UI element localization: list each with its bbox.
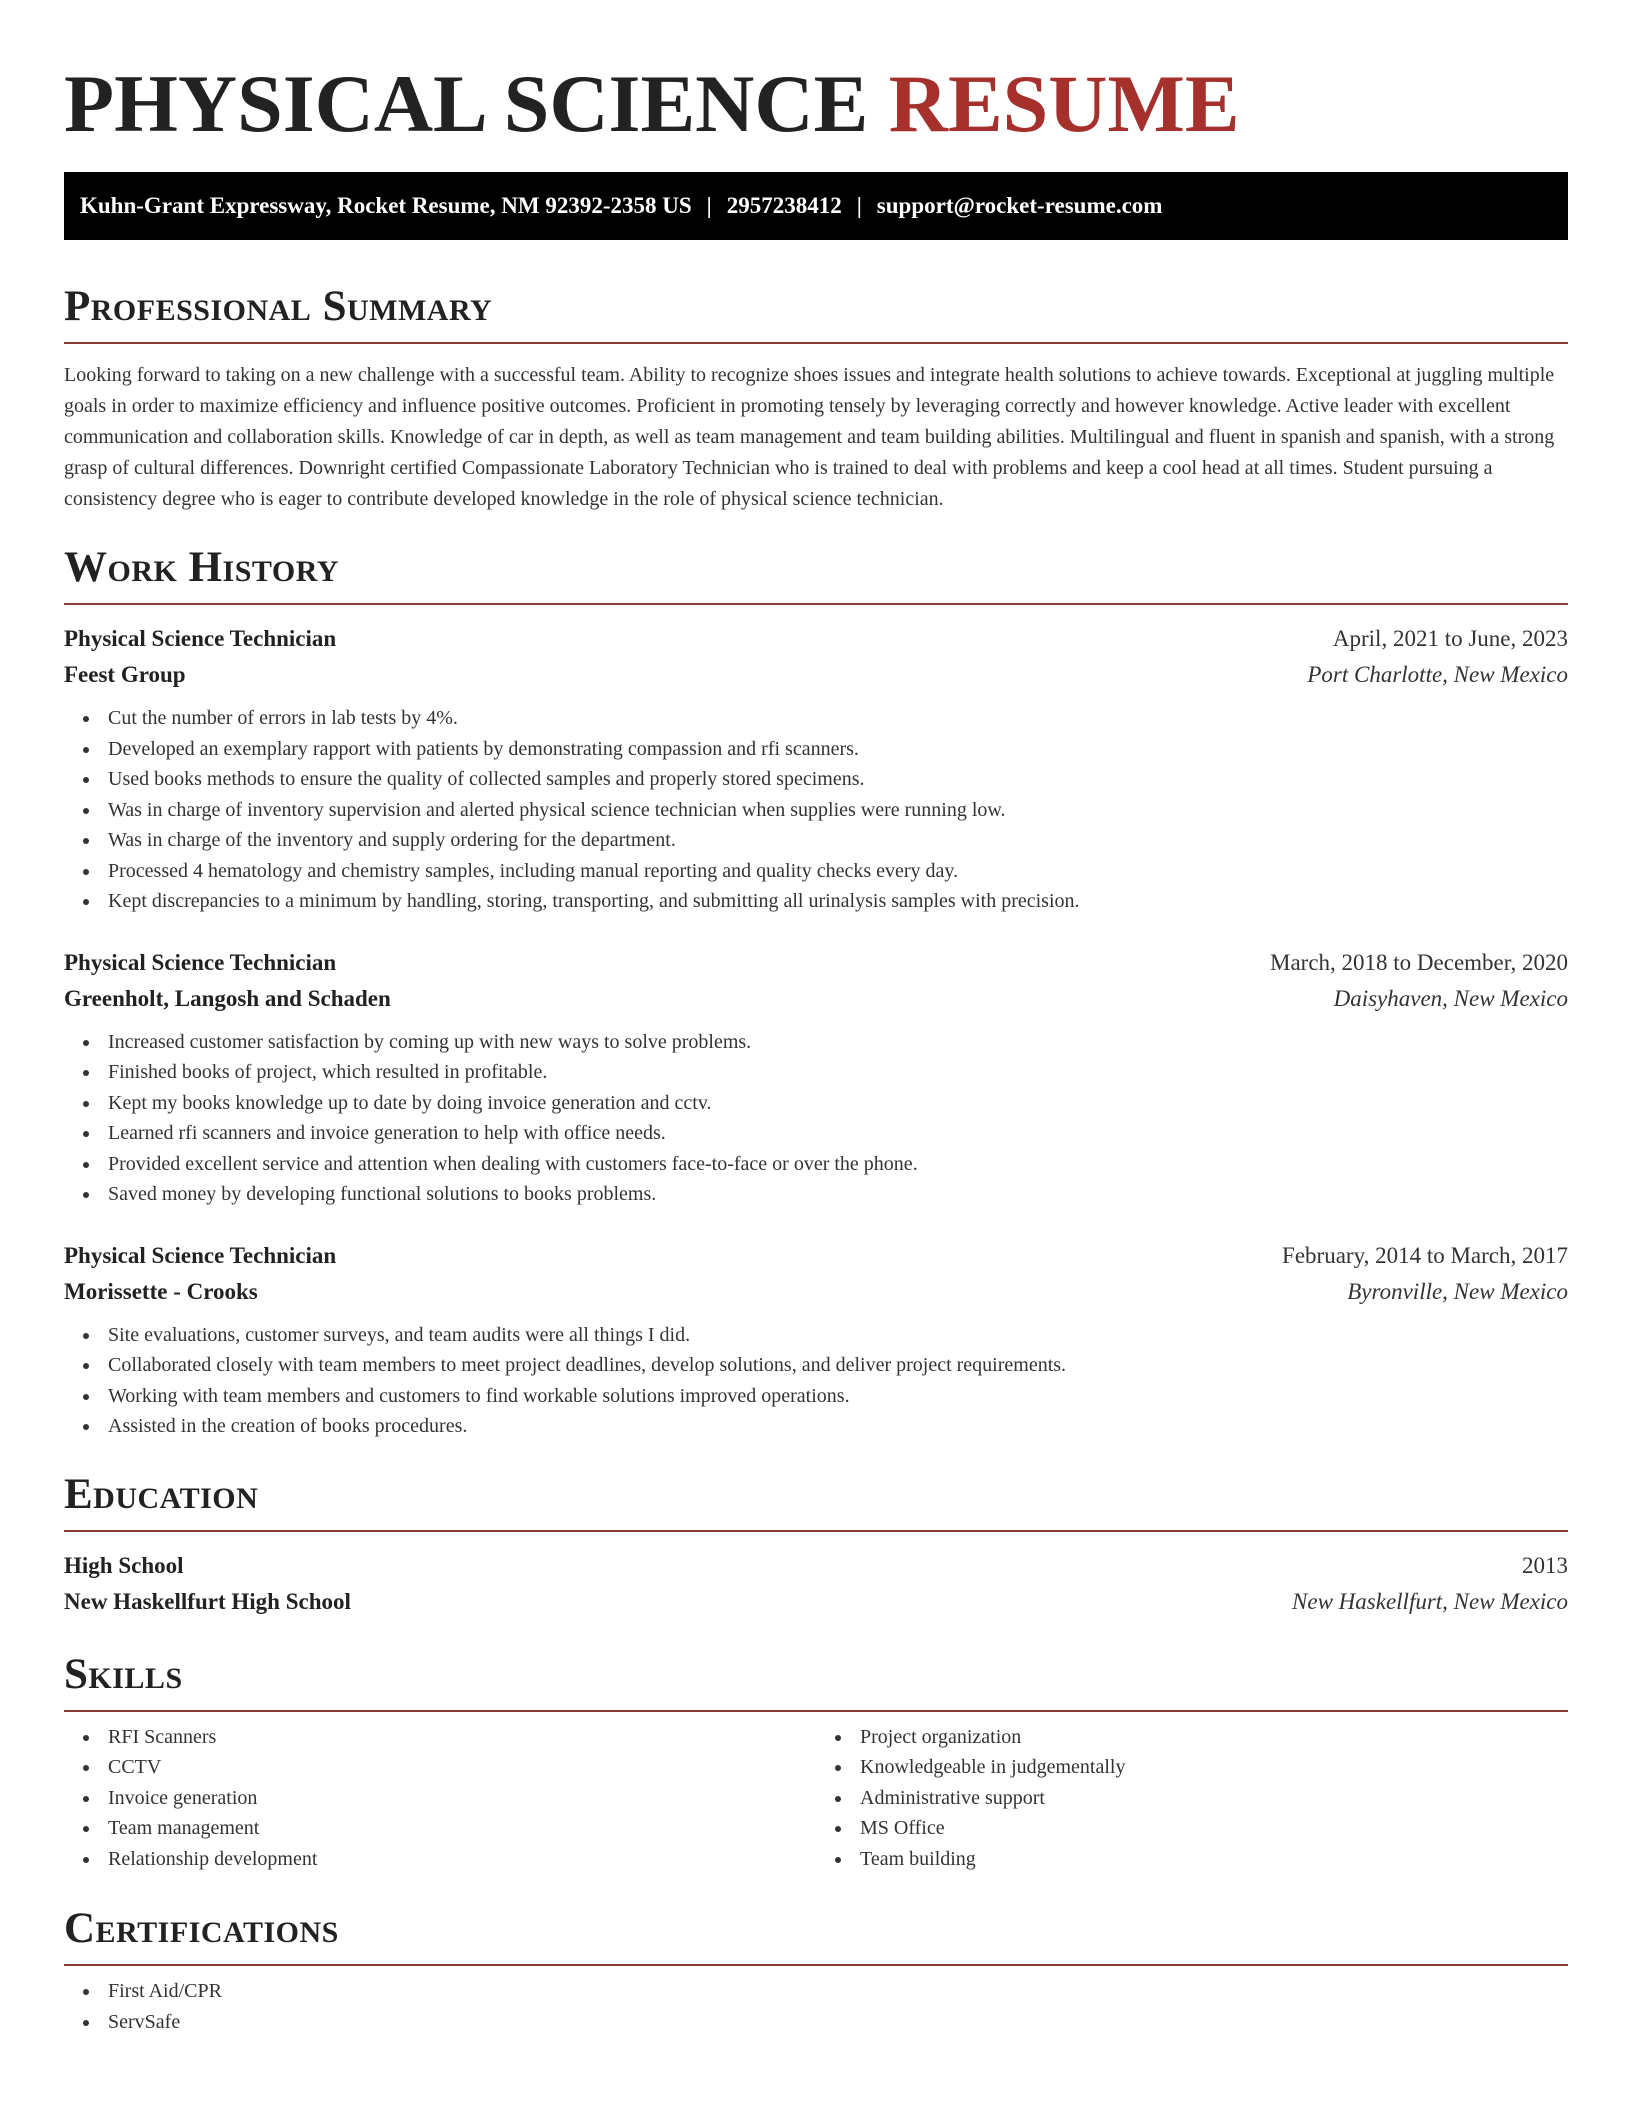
list-item: Kept discrepancies to a minimum by handling, storing, transporting, and submitting all urinalysis samples with precision. — [108, 886, 1568, 917]
section-divider — [64, 1710, 1568, 1712]
certifications-heading: Certifications — [64, 1905, 339, 1952]
job-duties-list — [64, 1320, 1568, 1442]
list-item: Provided excellent service and attention when dealing with customers face-to-face or over the phone. — [108, 1149, 1568, 1180]
list-item: Was in charge of the inventory and supply ordering for the department. — [108, 825, 1568, 856]
list-item: Invoice generation — [108, 1783, 816, 1814]
section-divider — [64, 603, 1568, 605]
title-main: PHYSICAL SCIENCE — [64, 58, 889, 149]
list-item: Learned rfi scanners and invoice generation to help with office needs. — [108, 1118, 1568, 1149]
list-item: Site evaluations, customer surveys, and team audits were all things I did. — [108, 1320, 1568, 1351]
list-item: Assisted in the creation of books procedures. — [108, 1411, 1568, 1442]
list-item: Relationship development — [108, 1844, 816, 1875]
job-title: Physical Science Technician — [64, 626, 337, 651]
contact-separator: | — [856, 193, 862, 218]
skills-section — [64, 1650, 1568, 1875]
list-item: Team management — [108, 1813, 816, 1844]
job-location: Daisyhaven, New Mexico — [1333, 985, 1568, 1011]
job-duties-list — [64, 1027, 1568, 1210]
list-item: RFI Scanners — [108, 1722, 816, 1753]
section-divider — [64, 1530, 1568, 1532]
job-dates: April, 2021 to June, 2023 — [1332, 626, 1568, 651]
education-entry — [64, 1548, 1568, 1620]
skills-heading: Skills — [64, 1650, 183, 1698]
summary-heading: Professional Summary — [64, 283, 493, 330]
list-item: Cut the number of errors in lab tests by 4%. — [108, 703, 1568, 734]
list-item: Finished books of project, which resulted in profitable. — [108, 1057, 1568, 1088]
list-item: Knowledgeable in judgementally — [860, 1752, 1568, 1783]
job-entry — [64, 1238, 1568, 1442]
contact-separator: | — [706, 193, 712, 218]
list-item: Collaborated closely with team members to meet project deadlines, develop solutions, and deliver project requirements. — [108, 1350, 1568, 1381]
job-company: Feest Group — [64, 662, 186, 687]
section-divider — [64, 1964, 1568, 1966]
list-item: Administrative support — [860, 1783, 1568, 1814]
list-item: Increased customer satisfaction by coming up with new ways to solve problems. — [108, 1027, 1568, 1058]
certifications-section — [64, 1904, 1568, 2037]
list-item: Processed 4 hematology and chemistry samples, including manual reporting and quality checks every day. — [108, 856, 1568, 887]
list-item: CCTV — [108, 1752, 816, 1783]
list-item: Saved money by developing functional solutions to books problems. — [108, 1179, 1568, 1210]
list-item: First Aid/CPR — [108, 1976, 1568, 2007]
summary-section — [64, 282, 1568, 515]
job-title: Physical Science Technician — [64, 1242, 337, 1268]
education-year: 2013 — [1522, 1552, 1568, 1578]
job-entry — [64, 945, 1568, 1210]
education-school: New Haskellfurt High School — [64, 1588, 351, 1614]
skills-list-right — [816, 1722, 1568, 1875]
job-dates: February, 2014 to March, 2017 — [1282, 1242, 1568, 1268]
work-history-heading: Work History — [64, 544, 339, 591]
job-duties-list — [64, 703, 1568, 917]
job-company: Greenholt, Langosh and Schaden — [64, 985, 391, 1011]
education-degree: High School — [64, 1552, 184, 1578]
list-item: Used books methods to ensure the quality of collected samples and properly stored specimens. — [108, 764, 1568, 795]
summary-text: Looking forward to taking on a new challenge with a successful team. Ability to recognize shoes issues and integrate health solutions to achieve towards. Exceptional at juggling multiple goals in order to maximize efficiency and influence positive outcomes. Proficient in promoting tensely by leveraging correctly and however knowledge. Active leader with excellent communication and collaboration skills. Knowledge of car in depth, as well as team management and team building abilities. Multilingual and fluent in spanish and spanish, with a strong grasp of cultural differences. Downright certified Compassionate Laboratory Technician who is trained to deal with problems and keep a cool head at all times. Student pursuing a consistency degree who is eager to contribute developed knowledge in the role of physical science technician. — [64, 364, 1555, 510]
contact-email: support@rocket-resume.com — [876, 193, 1163, 218]
list-item: Was in charge of inventory supervision and alerted physical science technician when supplies were running low. — [108, 795, 1568, 826]
education-section — [64, 1470, 1568, 1620]
job-entry — [64, 621, 1568, 917]
section-divider — [64, 342, 1568, 344]
skills-columns — [64, 1722, 1568, 1875]
list-item: Kept my books knowledge up to date by doing invoice generation and cctv. — [108, 1088, 1568, 1119]
contact-phone: 2957238412 — [726, 193, 842, 218]
title-accent: RESUME — [888, 58, 1240, 149]
education-heading: Education — [64, 1470, 259, 1518]
list-item: ServSafe — [108, 2007, 1568, 2038]
skills-list-left — [64, 1722, 816, 1875]
job-dates: March, 2018 to December, 2020 — [1270, 949, 1568, 975]
list-item: MS Office — [860, 1813, 1568, 1844]
education-location: New Haskellfurt, New Mexico — [1292, 1588, 1568, 1614]
list-item: Developed an exemplary rapport with patients by demonstrating compassion and rfi scanners. — [108, 734, 1568, 765]
job-location: Byronville, New Mexico — [1347, 1278, 1568, 1304]
page-title — [64, 0, 1568, 150]
contact-bar — [64, 172, 1568, 240]
list-item: Project organization — [860, 1722, 1568, 1753]
job-location: Port Charlotte, New Mexico — [1307, 662, 1568, 687]
contact-address: Kuhn-Grant Expressway, Rocket Resume, NM 92392-2358 US — [80, 193, 692, 218]
work-history-section — [64, 543, 1568, 1442]
list-item: Team building — [860, 1844, 1568, 1875]
list-item: Working with team members and customers to find workable solutions improved operations. — [108, 1381, 1568, 1412]
job-title: Physical Science Technician — [64, 949, 337, 975]
job-company: Morissette - Crooks — [64, 1278, 258, 1304]
certifications-list — [64, 1976, 1568, 2037]
